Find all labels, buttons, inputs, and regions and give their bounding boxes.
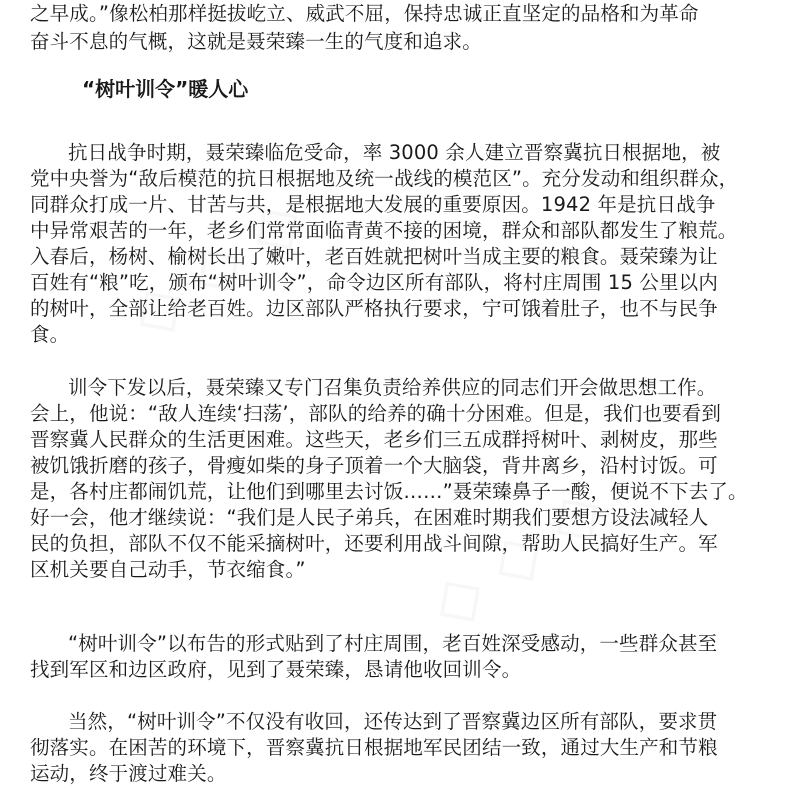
- text-line: 奋斗不息的气概，这就是聂荣臻一生的气度和追求。: [30, 30, 482, 53]
- text-line: 食。: [30, 323, 70, 346]
- text-line: 同群众打成一片、甘苦与共，是根据地大发展的重要原因。1942 年是抗日战争: [30, 193, 716, 216]
- text-line: 会上，他说：“敌人连续‘扫荡’，部队的给养的确十分困难。但是，我们也要看到: [30, 402, 722, 425]
- watermark-mark: ◇ ◇ ◇: [416, 471, 617, 643]
- text-line: 党中央誉为“敌后模范的抗日根据地及统一战线的模范区”。充分发动和组织群众，: [30, 167, 739, 190]
- text-line: 百姓有“粮”吃，颁布“树叶训令”，命令边区所有部队，将村庄周围 15 公里以内: [30, 271, 718, 294]
- text-line: 中异常艰苦的一年，老乡们常常面临青黄不接的困境，群众和部队都发生了粮荒。: [30, 219, 738, 242]
- text-line: 找到军区和边区政府，见到了聂荣臻，恳请他收回训令。: [30, 658, 522, 681]
- text-line: “树叶训令”以布告的形式贴到了村庄周围，老百姓深受感动，一些群众甚至: [68, 632, 718, 655]
- text-line: 民的负担，部队不仅不能采摘树叶，还要利用战斗间隙，帮助人民搞好生产。军: [30, 532, 718, 555]
- watermark-mark: ◇ ◇ ◇: [116, 181, 317, 353]
- text-line: 抗日战争时期，聂荣臻临危受命，率 3000 余人建立晋察冀抗日根据地，被: [68, 141, 721, 164]
- text-line: 当然，“树叶训令”不仅没有收回，还传达到了晋察冀边区所有部队，要求贯: [68, 710, 718, 733]
- text-line: 晋察冀人民群众的生活更困难。这些天，老乡们三五成群捋树叶、剥树皮，那些: [30, 428, 718, 451]
- text-line: 入春后，杨树、榆树长出了嫩叶，老百姓就把树叶当成主要的粮食。聂荣臻为让: [30, 245, 718, 268]
- text-line: 好一会，他才继续说：“我们是人民子弟兵，在困难时期我们要想方设法减轻人: [30, 506, 709, 529]
- text-line: 之早成。”像松柏那样挺拔屹立、威武不屈，保持忠诚正直坚定的品格和为革命: [30, 2, 699, 25]
- section-heading: “树叶训令”暖人心: [82, 77, 249, 101]
- text-line: 彻落实。在困苦的环境下，晋察冀抗日根据地军民团结一致，通过大生产和节粮: [30, 736, 718, 759]
- text-line: 被饥饿折磨的孩子，骨瘦如柴的身子顶着一个大脑袋，背井离乡，沿村讨饭。可: [30, 454, 718, 477]
- text-line: 训令下发以后，聂荣臻又专门召集负责给养供应的同志们开会做思想工作。: [68, 376, 717, 399]
- text-line: 运动，终于渡过难关。: [30, 762, 227, 785]
- text-line: 是，各村庄都闹饥荒，让他们到哪里去讨饭……”聂荣臻鼻子一酸，便说不下去了。: [30, 480, 748, 503]
- text-line: 的树叶，全部让给老百姓。边区部队严格执行要求，宁可饿着肚子，也不与民争: [30, 297, 718, 320]
- text-line: 区机关要自己动手，节衣缩食。”: [30, 558, 306, 581]
